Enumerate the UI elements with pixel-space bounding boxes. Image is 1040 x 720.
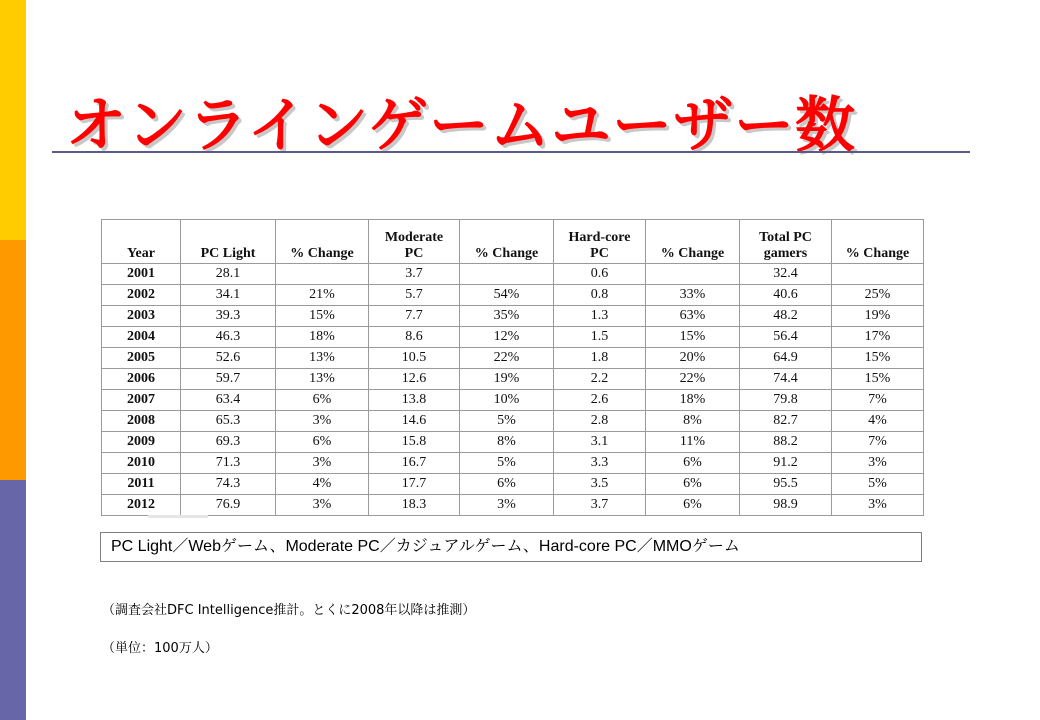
table-cell: 13% [276, 348, 369, 369]
table-row [102, 432, 924, 453]
table-cell [276, 264, 369, 285]
table-cell [646, 264, 740, 285]
table-cell: 12% [460, 327, 554, 348]
accent-sidebar [0, 0, 26, 720]
table-cell: 34.1 [181, 285, 276, 306]
table-cell: 63.4 [181, 390, 276, 411]
table-cell: 0.6 [554, 264, 646, 285]
table-cell: 3.1 [554, 432, 646, 453]
table-cell: 65.3 [181, 411, 276, 432]
table-cell: 17% [832, 327, 924, 348]
table-cell: 16.7 [369, 453, 460, 474]
table-cell: 7% [832, 432, 924, 453]
table-cell: 76.9 [181, 495, 276, 516]
table-cell: 5% [832, 474, 924, 495]
table-cell: 18% [646, 390, 740, 411]
table-cell: 1.3 [554, 306, 646, 327]
table-cell: 52.6 [181, 348, 276, 369]
table-cell: 15% [646, 327, 740, 348]
year-cell: 2001 [102, 264, 181, 285]
table-cell: 11% [646, 432, 740, 453]
column-header-text: % Change [474, 246, 539, 261]
table-cell: 17.7 [369, 474, 460, 495]
table-row [102, 327, 924, 348]
table-header-row [102, 220, 924, 264]
column-header [460, 220, 554, 264]
table-cell: 18% [276, 327, 369, 348]
table-body [102, 264, 924, 516]
year-cell: 2003 [102, 306, 181, 327]
table-cell: 15.8 [369, 432, 460, 453]
column-header [740, 220, 832, 264]
accent-bar-purple [0, 480, 26, 720]
table-row [102, 390, 924, 411]
table-cell: 54% [460, 285, 554, 306]
table-cell: 56.4 [740, 327, 832, 348]
table-row [102, 264, 924, 285]
column-header [276, 220, 369, 264]
table-cell: 20% [646, 348, 740, 369]
table-row [102, 411, 924, 432]
table-cell: 39.3 [181, 306, 276, 327]
scan-artifact [148, 515, 208, 518]
column-header-text: % Change [660, 246, 725, 261]
table-cell: 88.2 [740, 432, 832, 453]
table-row [102, 306, 924, 327]
column-header-text: Year [127, 246, 155, 261]
table-cell: 74.3 [181, 474, 276, 495]
table-cell: 46.3 [181, 327, 276, 348]
column-header-text: Moderate [384, 230, 444, 245]
accent-bar-yellow [0, 0, 26, 240]
table-cell: 21% [276, 285, 369, 306]
table-cell: 3.3 [554, 453, 646, 474]
column-header-text: % Change [290, 246, 354, 261]
column-header-text: PC [590, 246, 609, 261]
table-cell: 6% [646, 495, 740, 516]
table-cell: 6% [276, 432, 369, 453]
table-row [102, 474, 924, 495]
year-cell: 2007 [102, 390, 181, 411]
table-cell: 3% [276, 495, 369, 516]
year-cell: 2011 [102, 474, 181, 495]
table-cell [832, 264, 924, 285]
table-cell: 28.1 [181, 264, 276, 285]
table-cell: 22% [646, 369, 740, 390]
year-cell: 2012 [102, 495, 181, 516]
legend-box: PC Light／Webゲーム、Moderate PC／カジュアルゲーム、Hard-core PC／MMOゲーム [100, 532, 922, 562]
table-cell: 8% [646, 411, 740, 432]
table-row [102, 348, 924, 369]
table-cell: 15% [832, 369, 924, 390]
table-cell: 1.5 [554, 327, 646, 348]
year-cell: 2002 [102, 285, 181, 306]
table-cell: 82.7 [740, 411, 832, 432]
column-header [369, 220, 460, 264]
table-cell: 10% [460, 390, 554, 411]
table-cell: 7% [832, 390, 924, 411]
column-header [102, 220, 181, 264]
table-cell: 32.4 [740, 264, 832, 285]
table-cell: 2.8 [554, 411, 646, 432]
accent-bar-orange [0, 240, 26, 480]
table-cell: 13% [276, 369, 369, 390]
source-note: （調査会社DFC Intelligence推計。とくに2008年以降は推測） [102, 603, 476, 618]
table-cell: 4% [276, 474, 369, 495]
column-header [832, 220, 924, 264]
table-cell: 13.8 [369, 390, 460, 411]
table-cell: 10.5 [369, 348, 460, 369]
table-cell: 8.6 [369, 327, 460, 348]
data-table-container [101, 219, 923, 516]
column-header-text: % Change [845, 246, 910, 261]
user-count-table [101, 219, 924, 516]
unit-note: （単位：100万人） [102, 641, 218, 656]
table-cell: 3% [832, 495, 924, 516]
table-cell [460, 264, 554, 285]
year-cell: 2004 [102, 327, 181, 348]
table-cell: 1.8 [554, 348, 646, 369]
table-cell: 0.8 [554, 285, 646, 306]
table-cell: 91.2 [740, 453, 832, 474]
table-row [102, 453, 924, 474]
table-row [102, 495, 924, 516]
table-cell: 3% [276, 411, 369, 432]
table-cell: 95.5 [740, 474, 832, 495]
column-header-text: gamers [763, 246, 808, 261]
table-cell: 59.7 [181, 369, 276, 390]
table-cell: 7.7 [369, 306, 460, 327]
table-cell: 19% [832, 306, 924, 327]
table-cell: 69.3 [181, 432, 276, 453]
table-cell: 8% [460, 432, 554, 453]
table-cell: 3.5 [554, 474, 646, 495]
table-cell: 22% [460, 348, 554, 369]
table-cell: 74.4 [740, 369, 832, 390]
table-cell: 3.7 [369, 264, 460, 285]
table-cell: 79.8 [740, 390, 832, 411]
table-cell: 15% [832, 348, 924, 369]
table-cell: 6% [646, 453, 740, 474]
table-cell: 19% [460, 369, 554, 390]
table-cell: 15% [276, 306, 369, 327]
slide-title: オンラインゲームユーザー数 [66, 91, 856, 161]
table-cell: 5% [460, 453, 554, 474]
table-cell: 3% [832, 453, 924, 474]
table-cell: 5.7 [369, 285, 460, 306]
table-cell: 12.6 [369, 369, 460, 390]
year-cell: 2006 [102, 369, 181, 390]
table-cell: 63% [646, 306, 740, 327]
table-cell: 35% [460, 306, 554, 327]
table-cell: 3% [460, 495, 554, 516]
year-cell: 2005 [102, 348, 181, 369]
table-cell: 5% [460, 411, 554, 432]
title-underline [52, 151, 970, 153]
table-cell: 14.6 [369, 411, 460, 432]
table-cell: 40.6 [740, 285, 832, 306]
table-cell: 2.6 [554, 390, 646, 411]
table-cell: 98.9 [740, 495, 832, 516]
table-cell: 6% [460, 474, 554, 495]
table-cell: 25% [832, 285, 924, 306]
table-cell: 3% [276, 453, 369, 474]
table-cell: 18.3 [369, 495, 460, 516]
column-header [646, 220, 740, 264]
column-header-text: Hard-core [568, 230, 631, 245]
table-cell: 6% [646, 474, 740, 495]
table-cell: 6% [276, 390, 369, 411]
column-header-text: Total PC [759, 230, 812, 245]
column-header [181, 220, 276, 264]
table-cell: 48.2 [740, 306, 832, 327]
table-cell: 71.3 [181, 453, 276, 474]
column-header [554, 220, 646, 264]
column-header-text: PC [404, 246, 424, 261]
table-cell: 4% [832, 411, 924, 432]
table-row [102, 369, 924, 390]
year-cell: 2009 [102, 432, 181, 453]
table-cell: 3.7 [554, 495, 646, 516]
year-cell: 2010 [102, 453, 181, 474]
table-cell: 64.9 [740, 348, 832, 369]
table-cell: 2.2 [554, 369, 646, 390]
column-header-text: PC Light [200, 246, 256, 261]
table-row [102, 285, 924, 306]
year-cell: 2008 [102, 411, 181, 432]
table-cell: 33% [646, 285, 740, 306]
